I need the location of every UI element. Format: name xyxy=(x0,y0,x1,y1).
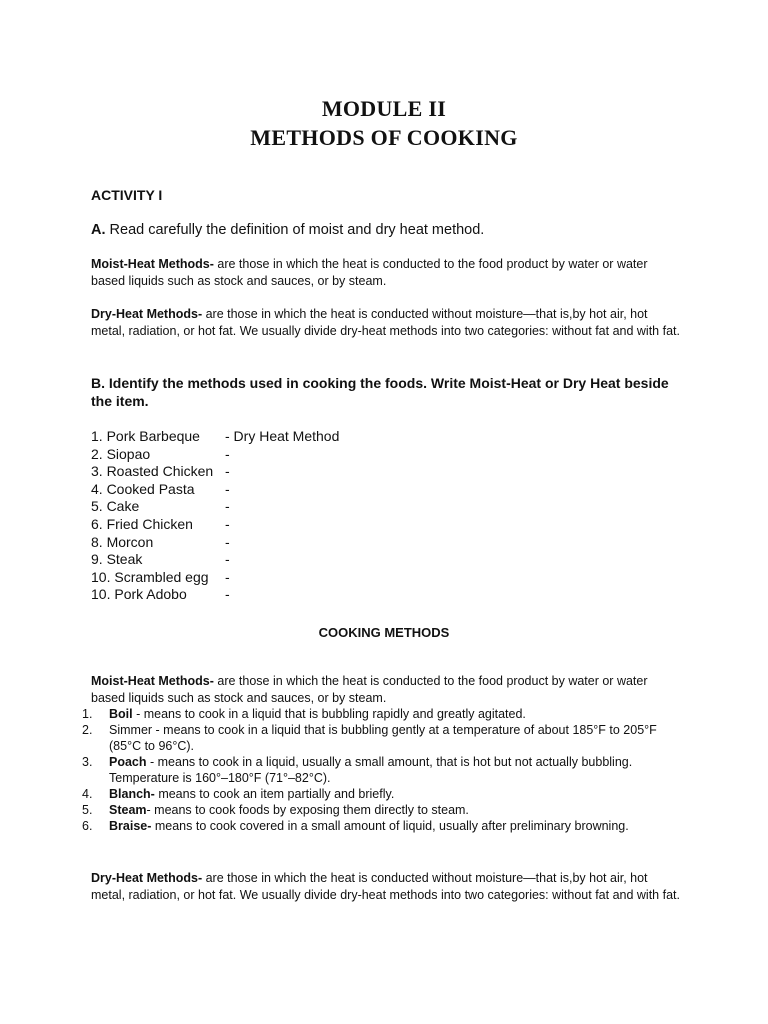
food-answer: - xyxy=(225,480,230,497)
dry-heat-definition xyxy=(91,306,681,340)
method-item-braise xyxy=(82,818,682,834)
food-name: 9. Steak xyxy=(91,551,143,568)
method-item-simmer xyxy=(82,722,682,754)
food-answer: - xyxy=(225,533,230,550)
method-term: Steam xyxy=(109,803,147,817)
cooking-methods-heading: COOKING METHODS xyxy=(318,625,450,640)
method-term: Poach xyxy=(109,755,147,769)
method-number: 6. xyxy=(82,819,93,833)
cm-moist-heat-definition xyxy=(91,673,681,707)
food-answer: - xyxy=(225,551,230,568)
food-answer: - xyxy=(225,498,230,515)
moist-heat-term: Moist-Heat Methods- xyxy=(91,257,214,271)
method-number: 1. xyxy=(82,707,93,721)
food-name: 5. Cake xyxy=(91,498,140,515)
cm-dry-heat-term: Dry-Heat Methods- xyxy=(91,871,203,885)
method-number: 3. xyxy=(82,755,93,769)
cm-moist-heat-text: are those in which the heat is conducted to the food product by water or water based liquids such as stock and sauces, or by steam. xyxy=(91,674,648,705)
method-item-poach xyxy=(82,754,682,786)
cm-dry-heat-text: are those in which the heat is conducted without moisture—that is,by hot air, hot metal, radiation, or hot fat. We usually divide dry-heat methods into two categories: without fat and with fat. xyxy=(91,871,680,902)
method-number: 2. xyxy=(82,723,93,737)
section-b-instruction: B. Identify the methods used in cooking the foods. Write Moist-Heat or Dry Heat beside the item. xyxy=(91,375,669,409)
moist-heat-text: are those in which the heat is conducted to the food product by water or water based liquids such as stock and sauces, or by steam. xyxy=(91,257,648,288)
food-answer: - xyxy=(225,586,230,603)
method-term: Braise- xyxy=(109,819,152,833)
dry-heat-term: Dry-Heat Methods- xyxy=(91,307,203,321)
moist-heat-methods-list xyxy=(82,706,682,834)
food-answer: - Dry Heat Method xyxy=(225,428,340,444)
activity-heading: ACTIVITY I xyxy=(91,187,163,203)
section-a-label: A. xyxy=(91,222,106,238)
food-name: 10. Pork Adobo xyxy=(91,586,187,603)
method-term: Blanch- xyxy=(109,787,155,801)
method-item-steam xyxy=(82,802,682,818)
method-number: 5. xyxy=(82,803,93,817)
food-name: 6. Fried Chicken xyxy=(91,515,193,532)
method-item-boil xyxy=(82,706,682,722)
food-answer: - xyxy=(225,463,230,480)
food-name: 1. Pork Barbeque xyxy=(91,428,200,444)
module-subtitle: METHODS OF COOKING xyxy=(250,125,518,150)
moist-heat-definition xyxy=(91,256,681,290)
cm-moist-heat-term: Moist-Heat Methods- xyxy=(91,674,214,688)
method-text: - means to cook in a liquid that is bubbling rapidly and greatly agitated. xyxy=(132,707,526,721)
food-answer: - xyxy=(225,568,230,585)
food-name: 10. Scrambled egg xyxy=(91,568,209,585)
method-text: - means to cook in a liquid, usually a small amount, that is hot but not actually bubbling. Temperature is 160°–180°F (71°–82°C). xyxy=(109,755,633,785)
section-a-instruction xyxy=(91,221,484,239)
module-title: MODULE II xyxy=(321,96,447,121)
food-answer: - xyxy=(225,515,230,532)
method-text: Simmer - means to cook in a liquid that is bubbling gently at a temperature of about 185°F to 205°F (85°C to 96°C). xyxy=(109,723,657,753)
method-text: means to cook an item partially and briefly. xyxy=(154,787,395,801)
food-name: 8. Morcon xyxy=(91,533,154,550)
method-term: Boil xyxy=(109,707,133,721)
method-number: 4. xyxy=(82,787,93,801)
dry-heat-text: are those in which the heat is conducted without moisture—that is,by hot air, hot metal, radiation, or hot fat. We usually divide dry-heat methods into two categories: without fat and with fat. xyxy=(91,307,680,338)
method-text: - means to cook foods by exposing them directly to steam. xyxy=(146,803,469,817)
food-name: 2. Siopao xyxy=(91,445,151,462)
method-item-blanch xyxy=(82,786,682,802)
food-name: 4. Cooked Pasta xyxy=(91,480,195,497)
method-text: means to cook covered in a small amount of liquid, usually after preliminary browning. xyxy=(151,819,629,833)
cm-dry-heat-definition xyxy=(91,870,681,904)
food-name: 3. Roasted Chicken xyxy=(91,463,214,480)
food-answer: - xyxy=(225,445,230,462)
section-a-text: Read carefully the definition of moist and dry heat method. xyxy=(105,222,485,238)
